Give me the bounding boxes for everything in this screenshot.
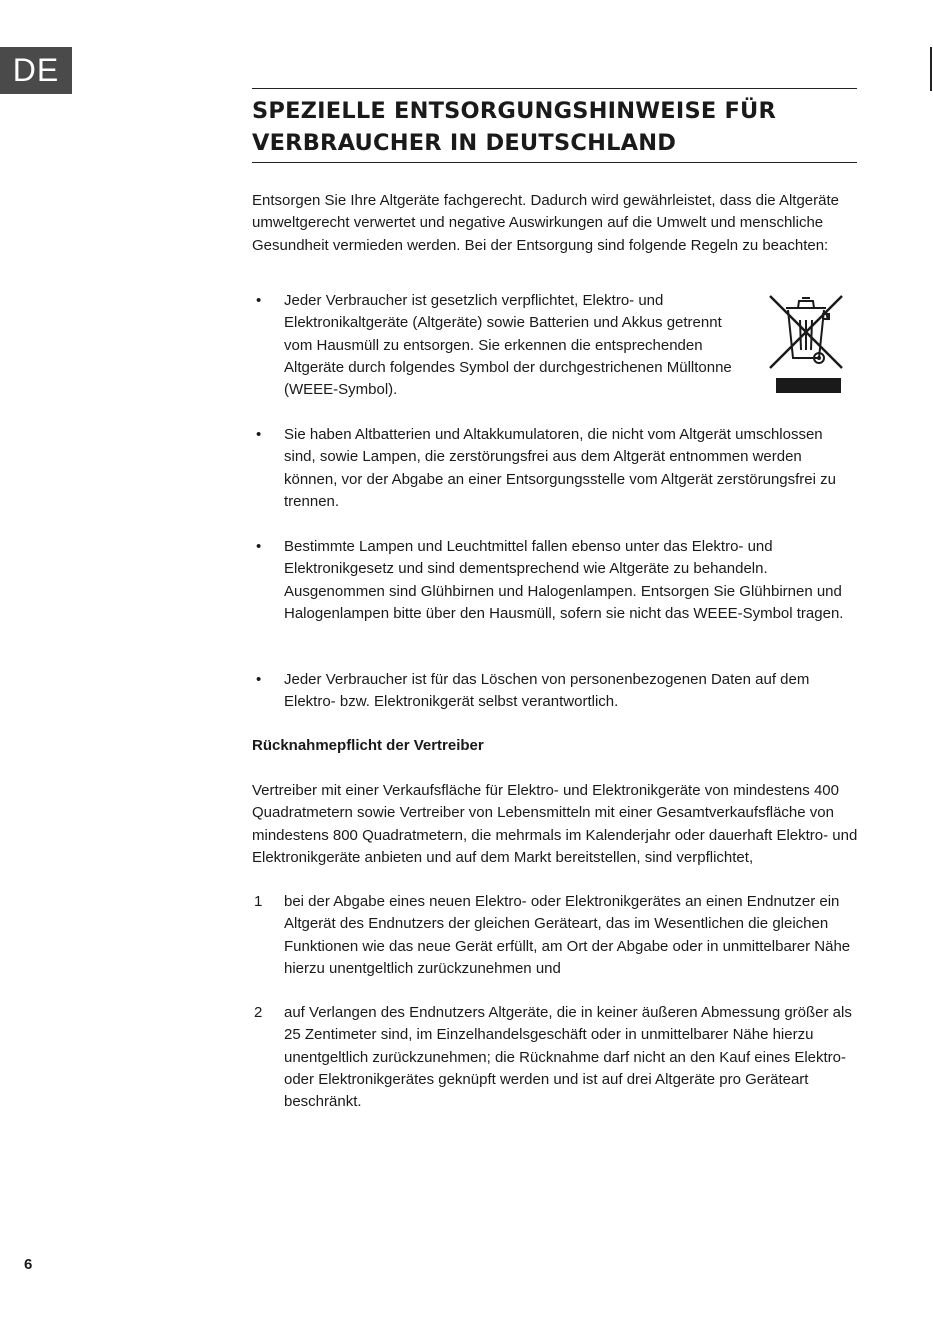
page-title [252, 95, 857, 159]
number-marker: 2 [254, 1004, 263, 1021]
title-rule-top [252, 88, 857, 89]
numbered-text: auf Verlangen des Endnutzers Altgeräte, die in keiner äußeren Abmessung größer als 25 Zentimeter sind, im Einzelhandelsgeschäft oder in unmittelbarer Nähe hierzu unentgeltlich zurückzunehmen; die Rücknahme darf nicht an den Kauf eines Elektro- oder Elektronikgerätes geknüpft werden und ist auf drei Altgeräte pro Geräteart beschränkt. [284, 1004, 852, 1111]
numbered-item [252, 1002, 858, 1113]
page-number: 6 [24, 1256, 33, 1273]
number-marker: 1 [254, 893, 263, 910]
numbered-item [252, 891, 858, 980]
edge-marker [930, 47, 932, 91]
bullet-item [252, 536, 858, 625]
bullet-item [252, 669, 858, 714]
bullet-text: Jeder Verbraucher ist gesetzlich verpflichtet, Elektro- und Elektronikaltgeräte (Altgeräte) sowie Batterien und Akkus getrennt vom Hausmüll zu entsorgen. Sie erkennen die entsprechenden Altgeräte durch folgendes Symbol der durchgestrichenen Mülltonne (WEEE-Symbol). [284, 292, 732, 399]
bullet-text: Sie haben Altbatterien und Altakkumulatoren, die nicht vom Altgerät umschlossen sind, sowie Lampen, die zerstörungsfrei aus dem Altgerät entnommen werden können, vor der Abgabe an einer Entsorgungsstelle vom Altgerät zerstörungsfrei zu trennen. [284, 426, 836, 510]
bullet-marker: • [256, 292, 262, 309]
bullet-item [252, 290, 742, 401]
bullet-marker: • [256, 426, 262, 443]
bullet-marker: • [256, 538, 262, 555]
bullet-text: Bestimmte Lampen und Leuchtmittel fallen ebenso unter das Elektro- und Elektronikgesetz und sind dementsprechend wie Altgeräte zu behandeln. Ausgenommen sind Glühbirnen und Halogenlampen. Entsorgen Sie Glühbirnen und Halogenlampen bitte über den Hausmüll, sofern sie nicht das WEEE-Symbol tragen. [284, 538, 844, 622]
bullet-text: Jeder Verbraucher ist für das Löschen von personenbezogenen Daten auf dem Elektro- bzw. Elektronikgerät selbst verantwortlich. [284, 671, 810, 711]
retailer-paragraph: Vertreiber mit einer Verkaufsfläche für Elektro- und Elektronikgeräte von mindestens 400 Quadratmetern sowie Vertreiber von Lebensmitteln mit einer Gesamtverkaufsfläche von mindestens 800 Quadratmetern, die mehrmals im Kalenderjahr oder dauerhaft Elektro- und Elektronikgeräte anbieten und auf dem Markt bereitstellen, sind verpflichtet, [252, 782, 858, 866]
bullet-item [252, 424, 858, 513]
intro-paragraph: Entsorgen Sie Ihre Altgeräte fachgerecht. Dadurch wird gewährleistet, dass die Altgeräte umweltgerecht verwertet und negative Auswirkungen auf die Umwelt und menschliche Gesundheit vermieden werden. Bei der Entsorgung sind folgende Regeln zu beachten: [252, 192, 839, 254]
language-tab: DE [0, 47, 72, 94]
section-subheading: Rücknahmepflicht der Vertreiber [252, 737, 484, 754]
page-title-line-1: SPEZIELLE ENTSORGUNGSHINWEISE FÜR [252, 98, 777, 124]
page-title-line-2: VERBRAUCHER IN DEUTSCHLAND [252, 130, 677, 156]
title-rule-bottom [252, 162, 857, 163]
numbered-text: bei der Abgabe eines neuen Elektro- oder Elektronikgerätes an einen Endnutzer ein Altgerät des Endnutzers der gleichen Geräteart, das im Wesentlichen die gleichen Funktionen wie das neue Gerät erfüllt, am Ort der Abgabe oder in unmittelbarer Nähe hierzu unentgeltlich zurückzunehmen und [284, 893, 851, 977]
crossed-out-wheelie-bin-icon [768, 292, 844, 396]
bullet-marker: • [256, 671, 262, 688]
